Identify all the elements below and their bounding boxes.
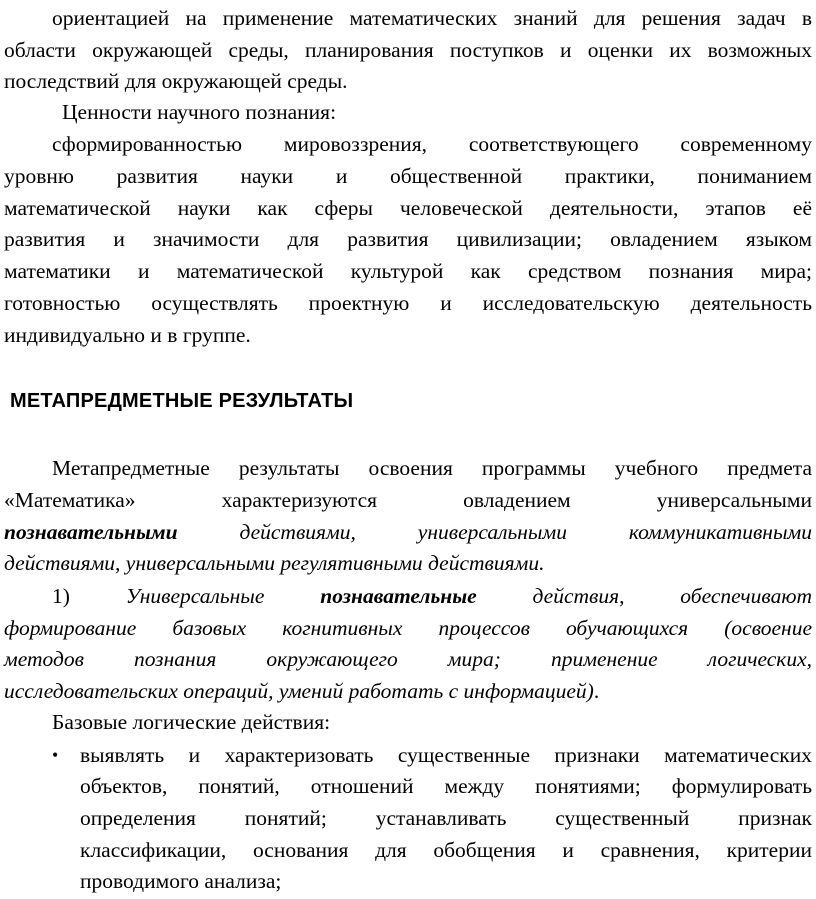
para1-line2: области окружающей среды, планирования поступков и оценки их возможных [4, 38, 812, 62]
para1-line3: последствий для окружающей среды. [4, 69, 348, 93]
item1-line4-text: исследовательских операций, умений работать с информацией) [4, 679, 594, 703]
item1-number: 1) [52, 584, 70, 608]
para2-line7: индивидуально и в группе. [4, 323, 251, 347]
para2-line4: развития и значимости для развития цивилизации; овладением языком [4, 227, 812, 251]
logic-heading: Базовые логические действия: [52, 710, 331, 734]
item1-line4 [4, 676, 812, 706]
item1-bold-word: познавательные [320, 584, 477, 608]
meta-bold-word: познавательными [4, 520, 178, 544]
bullet1-line3: определения понятий; устанавливать существенный признак [80, 806, 812, 830]
para2-line6: готовностью осуществлять проектную и исследовательскую деятельность [4, 291, 812, 315]
para2-line1: сформированностью мировоззрения, соответствующего современному [52, 132, 812, 156]
meta-line1: Метапредметные результаты освоения программы учебного предмета [52, 456, 812, 480]
bullet1-line1: выявлять и характеризовать существенные признаки математических [80, 743, 812, 767]
para2-line2: уровню развития науки и общественной практики, пониманием [4, 164, 812, 188]
meta-line3 [4, 517, 812, 547]
bullet-marker: • [52, 745, 59, 765]
bullet1-line2: объектов, понятий, отношений между понятиями; формулировать [80, 774, 812, 798]
section-title: МЕТАПРЕДМЕТНЫЕ РЕЗУЛЬТАТЫ [10, 390, 354, 412]
item1-line2: формирование базовых когнитивных процессов обучающихся (освоение [4, 616, 812, 640]
item1-text-b: действия, обеспечивают [476, 584, 813, 608]
values-heading: Ценности научного познания: [62, 100, 337, 124]
item1-line1 [52, 581, 812, 611]
para1-line1: ориентацией на применение математических знаний для решения задач в [52, 6, 812, 30]
meta-line4: действиями, универсальными регулятивными действиями. [4, 551, 545, 575]
para2-line3: математической науки как сферы человеческой деятельности, этапов её [4, 196, 812, 220]
item1-line3: методов познания окружающего мира; применение логических, [4, 647, 812, 671]
bullet1-line5: проводимого анализа; [80, 869, 282, 893]
item1-line4-period: . [593, 679, 600, 703]
para2-line5: математики и математической культурой как средством познания мира; [4, 259, 812, 283]
meta-line3-rest: действиями, универсальными коммуникативными [177, 520, 812, 544]
bullet1-line4: классификации, основания для обобщения и сравнения, критерии [80, 838, 812, 862]
meta-line2: «Математика» характеризуются овладением универсальными [4, 488, 812, 512]
item1-text-a: Универсальные [125, 584, 321, 608]
